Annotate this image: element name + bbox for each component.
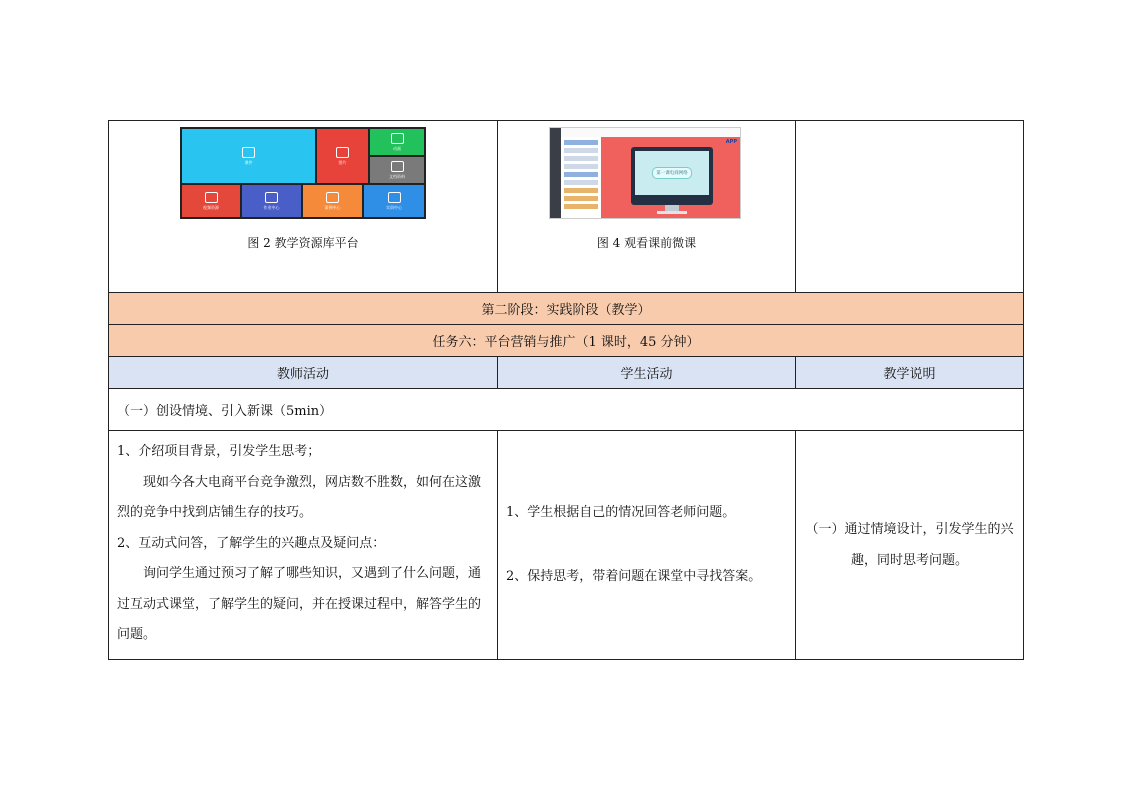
resource-platform-image xyxy=(180,127,426,219)
list-item xyxy=(564,196,598,201)
play-icon xyxy=(205,192,218,203)
list-item xyxy=(564,204,598,209)
empty-cell xyxy=(796,121,1024,293)
tile-documents xyxy=(370,157,424,183)
teacher-step-1: 1、介绍项目背景，引发学生思考； xyxy=(117,444,321,459)
tile-label: 作业中心 xyxy=(263,204,280,210)
lesson-list xyxy=(561,137,602,218)
tile-training xyxy=(364,185,424,217)
tile-images xyxy=(317,129,368,183)
player-sidebar xyxy=(550,128,561,218)
list-item xyxy=(564,156,598,161)
screen-title: 第一课电商网络 xyxy=(652,167,692,179)
tile-label: 动画 xyxy=(393,145,401,151)
grid-icon xyxy=(326,192,339,203)
tile-homework xyxy=(242,185,301,217)
tile-label: 视频资源 xyxy=(203,204,219,210)
task-title: 任务六：平台营销与推广（1 课时，45 分钟） xyxy=(109,325,1024,357)
list-item xyxy=(564,180,598,185)
spacer xyxy=(506,523,795,567)
tile-cases xyxy=(303,185,362,217)
monitor-screen xyxy=(635,151,709,195)
list-item xyxy=(564,188,598,193)
tile-label: 图片 xyxy=(338,159,347,165)
micro-lesson-screenshot xyxy=(549,127,741,219)
brand-logo: APP xyxy=(725,139,737,145)
video-area xyxy=(601,137,740,218)
list-item xyxy=(564,140,598,145)
tile-label: 实训中心 xyxy=(386,204,402,210)
lesson-plan-table xyxy=(108,120,1024,660)
phase-title: 第二阶段：实践阶段（教学） xyxy=(109,293,1024,325)
tile-video xyxy=(182,185,240,217)
figure-2-caption: 图 2 教学资源库平台 xyxy=(247,236,359,250)
paper-plane-icon xyxy=(265,192,278,203)
column-header-teacher: 教师活动 xyxy=(109,357,498,389)
teacher-step-1-detail: 现如今各大电商平台竞争激烈，网店数不胜数，如何在这激烈的竞争中找到店铺生存的技巧。 xyxy=(117,474,482,520)
slides-icon xyxy=(242,147,255,158)
monitor-illustration xyxy=(631,147,713,205)
image-icon xyxy=(336,147,349,158)
student-activity-cell xyxy=(498,431,796,660)
teaching-note-cell: （一）通过情境设计，引发学生的兴趣，同时思考问题。 xyxy=(796,431,1024,660)
figure-cell-2 xyxy=(109,121,498,293)
tile-label: 案例中心 xyxy=(324,204,341,210)
cloud-icon xyxy=(388,192,401,203)
column-header-notes: 教学说明 xyxy=(796,357,1024,389)
student-step-2: 2、保持思考，带着问题在课堂中寻找答案。 xyxy=(506,569,762,584)
teacher-step-2: 2、互动式问答，了解学生的兴趣点及疑问点： xyxy=(117,535,386,551)
tile-label: 课件 xyxy=(244,159,253,165)
tile-courseware xyxy=(182,129,315,183)
figure-cell-4 xyxy=(498,121,796,293)
list-item xyxy=(564,172,598,177)
teacher-step-2-detail: 询问学生通过预习了解了哪些知识，又遇到了什么问题，通过互动式课堂，了解学生的疑问，并在授课过程中，解答学生的问题。 xyxy=(117,566,482,642)
section-title: （一）创设情境、引入新课（5min） xyxy=(109,389,1024,431)
teacher-activity-cell xyxy=(109,431,498,660)
animation-icon xyxy=(391,133,404,144)
document-icon xyxy=(391,161,404,172)
list-item xyxy=(564,164,598,169)
list-item xyxy=(564,148,598,153)
figure-4-caption: 图 4 观看课前微课 xyxy=(596,236,697,250)
student-step-1: 1、学生根据自己的情况回答老师问题。 xyxy=(506,505,736,520)
column-header-student: 学生活动 xyxy=(498,357,796,389)
monitor-base xyxy=(657,211,687,214)
tile-animation xyxy=(370,129,424,155)
tile-label: 文档资料 xyxy=(389,173,405,179)
